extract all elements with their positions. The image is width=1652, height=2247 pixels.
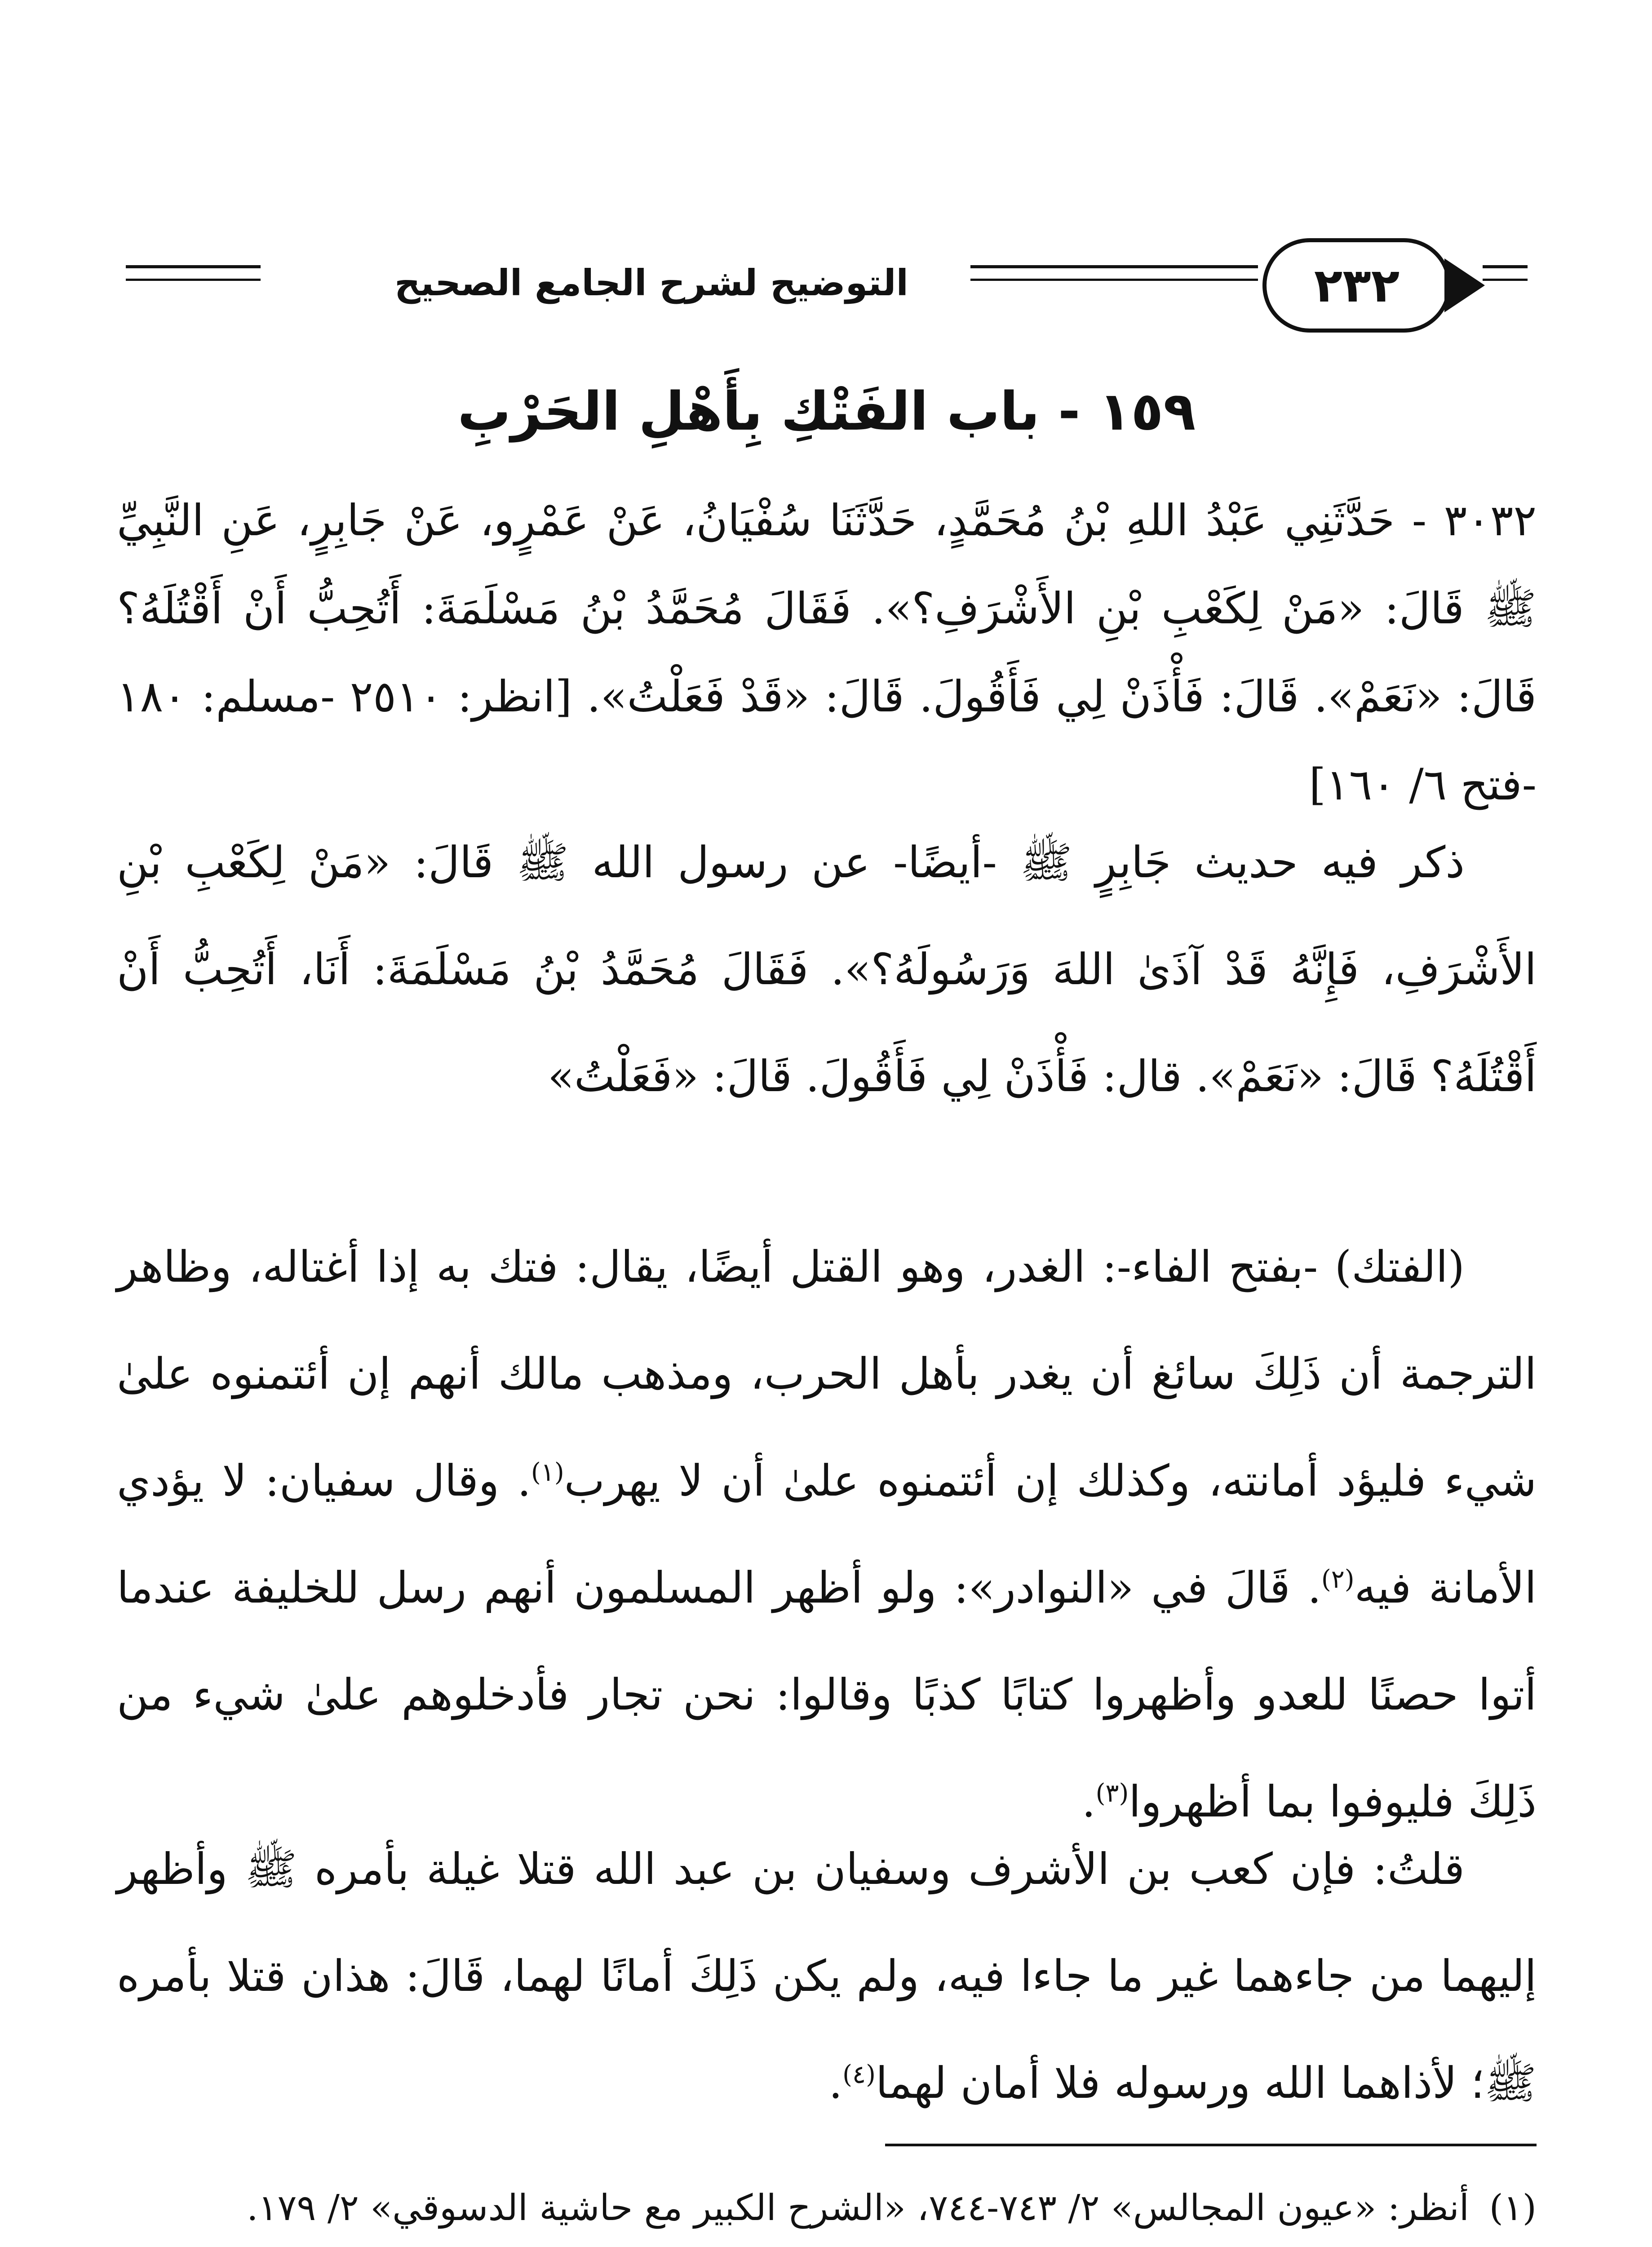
header-title: التوضيح لشرح الجامع الصحيح [394, 262, 908, 304]
paragraph-3 [117, 1816, 1537, 2136]
header-rule-left-2 [126, 279, 261, 281]
paragraph-1: ذكر فيه حديث جَابِرٍ ﷺ -أيضًا- عن رسول الله ﷺ قَالَ: «مَنْ لِكَعْبِ بْنِ الأَشْرَفِ، فَإِنَّهُ قَدْ آذَىٰ اللهَ وَرَسُولَهُ؟». فَقَالَ مُحَمَّدُ بْنُ مَسْلَمَةَ: أَنَا، أَتُحِبُّ أَنْ أَقْتُلَهُ؟ قَالَ: «نَعَمْ». قال: فَأْذَنْ لِي فَأَقُولَ. قَالَ: «فَعَلْتُ» [117, 837, 1537, 1101]
running-header [126, 234, 1528, 351]
footnote-ref-4[interactable]: (٤) [842, 2060, 876, 2089]
footnote-1 [247, 2171, 1537, 2245]
chapter-title: ١٥٩ - باب الفَتْكِ بِأَهْلِ الحَرْبِ [457, 380, 1196, 442]
header-rule-left [126, 265, 261, 268]
footnote-2 [539, 2245, 1537, 2247]
footnote-text: أنظر: «عيون المجالس» ٢/ ٧٤٣-٧٤٤، «الشرح الكبير مع حاشية الدسوقي» ٢/ ١٧٩. [247, 2187, 1469, 2229]
page-number-badge: ٢٣٢ [1262, 238, 1451, 333]
paragraph-2 [117, 1213, 1537, 1855]
header-rule-middle-2 [970, 279, 1258, 281]
badge-arrow-icon [1444, 258, 1485, 312]
paragraph-2-part-c: . قَالَ في «النوادر»: ولو أظهر المسلمون أنهم رسل للخليفة عندما أتوا حصنًا للعدو وأظهروا كتابًا كذبًا وقالوا: نحن تجار فأدخلوهم علىٰ شيء من ذَلِكَ فليوفوا بما أظهروا [117, 1563, 1537, 1827]
hadith-text: ٣٠٣٢ - حَدَّثَنِي عَبْدُ اللهِ بْنُ مُحَمَّدٍ، حَدَّثَنَا سُفْيَانُ، عَنْ عَمْرٍو، عَنْ جَابِرٍ، عَنِ النَّبِيِّ ﷺ قَالَ: «مَنْ لِكَعْبِ بْنِ الأَشْرَفِ؟». فَقَالَ مُحَمَّدُ بْنُ مَسْلَمَةَ: أَتُحِبُّ أَنْ أَقْتُلَهُ؟ قَالَ: «نَعَمْ». قَالَ: فَأْذَنْ لِي فَأَقُولَ. قَالَ: «قَدْ فَعَلْتُ». [انظر: ٢٥١٠ -مسلم: ١٨٠ -فتح ٦/ ١٦٠] [117, 495, 1537, 810]
header-rule-right [1483, 265, 1528, 268]
paragraph-3-part-b: . [828, 2058, 843, 2108]
footnotes [247, 2171, 1537, 2247]
paragraph-2-part-a: (الفتك) -بفتح الفاء-: الغدر، وهو القتل أيضًا، يقال: فتك به إذا أغتاله، وظاهر الترجمة أن ذَلِكَ سائغ أن يغدر بأهل الحرب، ومذهب مالك أنهم إن أئتمنوه علىٰ شيء فليؤد أمانته، وكذلك إن أئتمنوه علىٰ أن لا يهرب [117, 1242, 1537, 1506]
header-rule-right-2 [1483, 279, 1528, 281]
footnote-ref-2[interactable]: (٢) [1321, 1565, 1355, 1594]
paragraph-2-part-d: . [1082, 1776, 1096, 1827]
footnote-number [1469, 2245, 1537, 2247]
footnote-separator [885, 2144, 1537, 2146]
footnote-ref-1[interactable]: (١) [531, 1458, 564, 1487]
paragraph-2-part-b: . وقال سفيان: لا يؤدي الأمانة فيه [117, 1456, 1537, 1613]
paragraph-3-part-a: قلتُ: فإن كعب بن الأشرف وسفيان بن عبد الله قتلا غيلة بأمره ﷺ وأظهر إليهما من جاءهما غير ما جاءا فيه، ولم يكن ذَلِكَ أمانًا لهما، قَالَ: هذان قتلا بأمره ﷺ؛ لأذاهما الله ورسوله فلا أمان لهما [117, 1844, 1537, 2108]
header-rule-middle [970, 265, 1258, 268]
footnote-ref-3[interactable]: (٣) [1095, 1779, 1129, 1808]
footnote-number: (١) [1489, 2187, 1537, 2229]
